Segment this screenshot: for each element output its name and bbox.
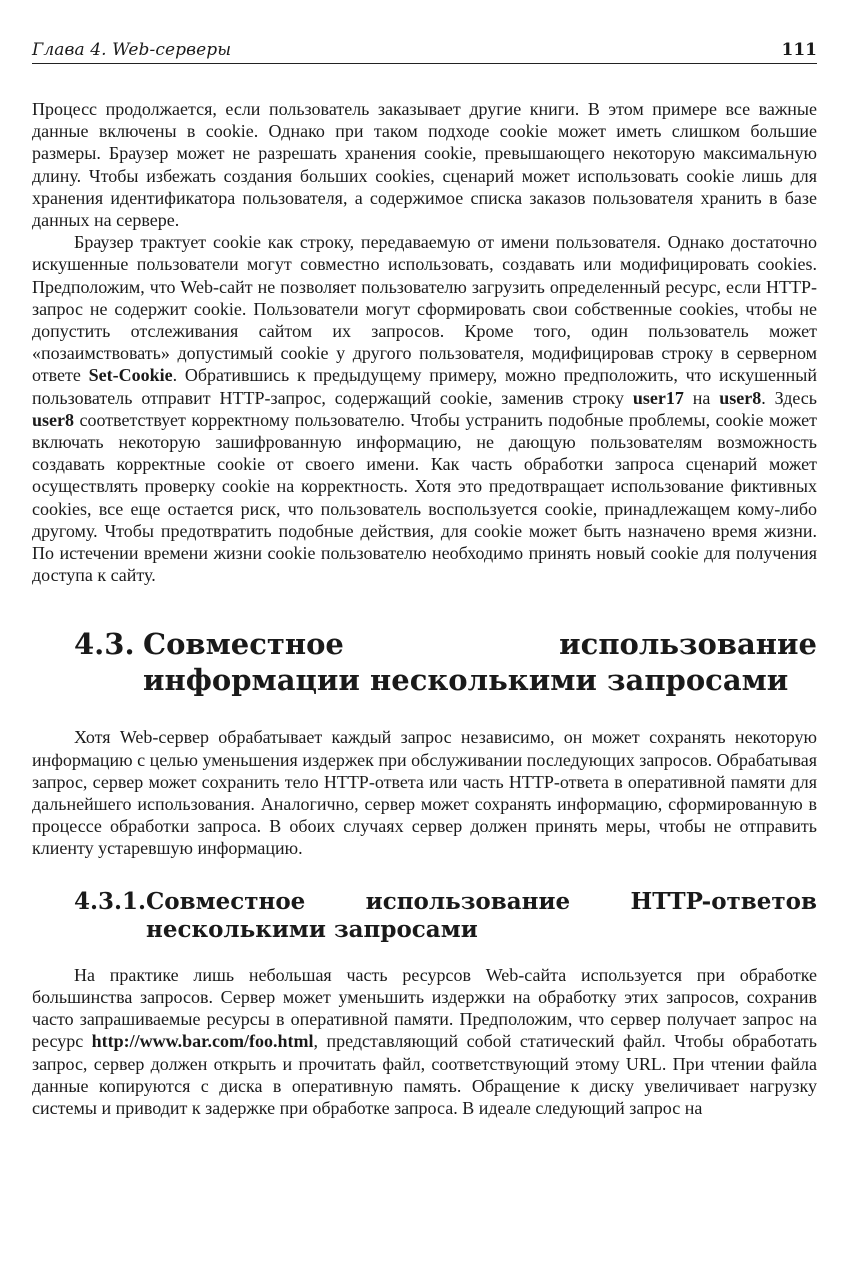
book-page: [32, 34, 817, 1119]
section-title: Совместное использование информации несколькими запросами: [143, 627, 817, 698]
text-run: на: [683, 387, 720, 408]
page-body: [32, 98, 817, 1119]
running-head: [32, 34, 817, 64]
term-user8: user8: [32, 409, 74, 430]
subsection-number: 4.3.1.: [74, 887, 147, 915]
chapter-title: Глава 4. Web-серверы: [32, 40, 232, 60]
text-run: Браузер трактует cookie как строку, передаваемую от имени пользователя. Однако достаточно искушенные пользователи могут совместно использовать, создавать или модифицировать cookies. Предположим, что Web-сайт не позволяет пользователю загрузить определенный ресурс, если HTTP-запрос не содержит cookie. Пользователи могут сформировать свои собственные cookies, чтобы не допустить отслеживания сайтом их запросов. Кроме того, один пользователь может «позаимствовать» допустимый cookie у другого пользователя, модифицировав строку в серверном ответе: [32, 232, 817, 386]
text-run: . Здесь: [761, 387, 818, 408]
section-heading: [74, 626, 817, 698]
term-user8: user8: [719, 387, 762, 408]
text-run: , представляющий собой статический файл. Чтобы обработать запрос, сервер должен открыть и прочитать файл, соответствующий этому URL. При чтении файла данные копируются с диска в оперативную память. Обращение к диску увеличивает нагрузку системы и приводит к задержке при обработке запроса. В идеале следующий запрос на: [32, 1031, 817, 1118]
section-number: 4.3.: [74, 627, 135, 662]
text-run: На практике лишь небольшая часть ресурсов Web-сайта используется при обработке большинства запросов. Сервер может уменьшить издержки на обработку этих запросов, сохранив часто запрашиваемые ресурсы в оперативной памяти. Предположим, что сервер получает запрос на ресурс: [32, 964, 817, 1052]
paragraph-response-caching: [32, 964, 817, 1119]
paragraph-cookie-size: Процесс продолжается, если пользователь заказывает другие книги. В этом примере все важные данные включены в cookie. Однако при таком подходе cookie может иметь слишком большие размеры. Браузер может не разрешать хранения cookie, превышающего некоторую максимальную длину. Чтобы избежать создания больших cookies, сценарий может использовать cookie лишь для хранения идентификатора пользователя, а содержимое списка заказов пользователя хранить в базе данных на сервере.: [32, 99, 817, 231]
subsection-title: Совместное использование HTTP-ответов несколькими запросами: [146, 887, 817, 943]
term-set-cookie: Set-Cookie: [88, 365, 173, 386]
paragraph-shared-info: Хотя Web-сервер обрабатывает каждый запрос независимо, он может сохранять некоторую информацию с целью уменьшения издержек при обслуживании последующих запросов. Обрабатывая запрос, сервер может сохранить тело HTTP-ответа или часть HTTP-ответа в оперативной памяти для дальнейшего использования. Аналогично, сервер может сохранять информацию, сформированную в процессе обработки запроса. В обоих случаях сервер должен принять меры, чтобы не отправить клиенту устаревшую информацию.: [32, 727, 817, 859]
url-text: http://www.bar.com/foo.html: [91, 1031, 314, 1052]
term-user17: user17: [632, 387, 684, 408]
subsection-heading: [74, 888, 817, 944]
text-run: . Обратившись к предыдущему примеру, можно предположить, что искушенный пользователь отправит HTTP-запрос, содержащий cookie, заменив строку: [32, 365, 817, 408]
page-number: 111: [781, 40, 817, 60]
text-run: соответствует корректному пользователю. Чтобы устранить подобные проблемы, cookie может включать некоторую зашифрованную информацию, не дающую пользователям возможность создавать корректные cookie от своего имени. Как часть обработки запроса сценарий может осуществлять проверку cookie на корректность. Хотя это предотвращает использование фиктивных cookies, все еще остается риск, что пользователь воспользуется cookie, принадлежащем кому-либо другому. Чтобы предотвратить подобные действия, для cookie может быть назначено время жизни. По истечении времени жизни cookie пользователю необходимо принять новый cookie для получения доступа к сайту.: [32, 409, 817, 586]
paragraph-cookie-security: [32, 231, 817, 586]
